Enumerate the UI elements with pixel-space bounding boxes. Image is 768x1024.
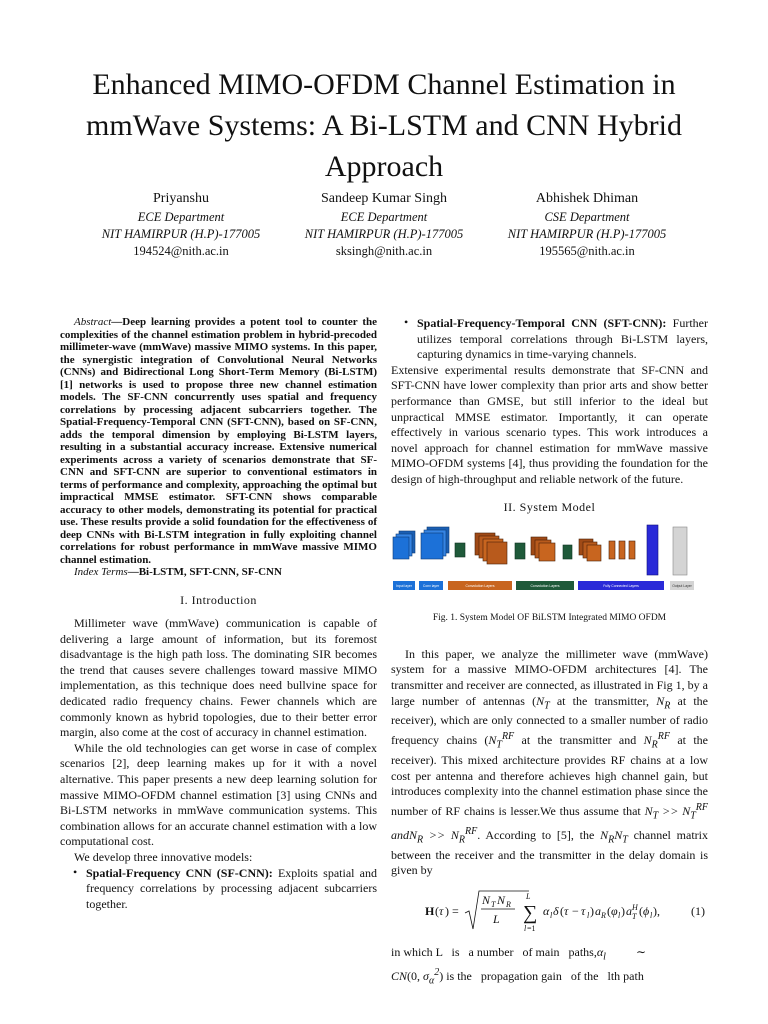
equation-number: (1) [691, 904, 705, 918]
abstract-text: —Deep learning provides a potent tool to counter the complexities of the channel estimation problem in hybrid-precoded millimeter-wave (mmWave) massive MIMO systems. In this paper, the synergistic integration of Convolutional Neural Networks (CNNs) and Bidirectional Long Short-Term Memory (Bi-LSTM) [1] networks is used to propose three new channel estimation models. The SF-CNN concurrently uses spatial and frequency correlations by processing adjacent subcarriers together. The Spatial-Frequency-Temporal CNN (SFT-CNN), based on SF-CNN, adds the temporal dimension by employing Bi-LSTM layers, resulting in a substantial accuracy increase. Extensive numerical experiments across a variety of scenarios demonstrate that SF-CNN and SFT-CNN are superior to conventional estimators in terms of performance and complexity, approaching the optimal but impractical MMSE estimator. SFT-CNN shows comparable accuracy to other models, demonstrating its potential for practical use. These results provide a solid foundation for the effectiveness of deep CNNs with Bi-LSTM integration in fully exploiting channel correlations for robust performance in mmWave massive MIMO channel estimation. [60, 316, 377, 566]
svg-text:φ: φ [611, 904, 618, 918]
fig-label: Conv layer [422, 584, 440, 589]
svg-text:),: ), [653, 904, 660, 918]
svg-text:τ: τ [564, 904, 569, 918]
conv-block [421, 527, 449, 559]
svg-text:(: ( [435, 904, 439, 918]
svg-text:l: l [618, 911, 621, 920]
right-column [391, 316, 708, 989]
svg-text:a: a [626, 904, 632, 918]
svg-text:T: T [491, 900, 496, 909]
svg-text:=1: =1 [527, 924, 536, 933]
index-terms-label: Index Terms [74, 566, 128, 578]
dense-block [609, 541, 635, 559]
svg-text:l: l [524, 924, 527, 933]
author-name: Abhishek Dhiman [535, 191, 639, 206]
author-dept: ECE Department [340, 210, 428, 224]
svg-text:L: L [526, 892, 531, 901]
svg-text:N: N [497, 893, 506, 907]
svg-text:H: H [632, 903, 638, 912]
fig-label: Input layer [396, 584, 412, 589]
equation-1 [391, 885, 708, 939]
svg-text:α: α [543, 904, 550, 918]
conv-layers-block-3 [579, 539, 601, 561]
author-email: 195565@nith.ac.in [539, 244, 635, 258]
intro-paragraph-2: While the old technologies can get worse in case of complex scenarios [2], deep learning makes up for it with a novel alternative. This paper presents a new deep learning solution for massive MIMO-OFDM channel estimation [3] using CNNs and Bi-LSTM networks in mmWave communication systems. This combination allows for an accurate channel estimation with a low computational cost. [60, 740, 377, 849]
svg-text:R: R [601, 911, 606, 920]
right-paragraph-1: Extensive experimental results demonstrate that SF-CNN and SFT-CNN have lower complexity than prior arts and show better performance than GMSE, but still inferior to the ideal but unpractical MMSE estimator. Importantly, it can operate effectively in various scenario types. This work introduces a novel approach for channel estimation for mmWave massive MIMO-OFDM systems [4], thus providing the foundation for the design of high-throughput and reliable network of the future. [391, 362, 708, 486]
svg-text:l: l [650, 911, 653, 920]
pool-block [455, 543, 465, 557]
author-name: Sandeep Kumar Singh [321, 191, 447, 206]
index-terms [60, 566, 377, 579]
fig-label: Fully Connected Layers [603, 584, 639, 589]
intro-paragraph-1: Millimeter wave (mmWave) communication is capable of delivering a large amount of information, but its foremost disadvantage is the high path loss. The dominating SIR becomes the trend that causes severe challenges toward massive MIMO implementation, as this technique does need bullvine space for dedicated radio frequency chains. Fewer channels which are commonly known as hybrid topologies, due to their better error margin, also come at the cost of accuracy in channel estimation. [60, 616, 377, 740]
input-block [393, 531, 415, 559]
bullet-icon: • [404, 315, 409, 329]
equation-1-render [391, 885, 708, 939]
svg-text:L: L [493, 912, 500, 926]
svg-text:(: ( [607, 904, 611, 918]
left-column [60, 316, 377, 912]
svg-text:τ: τ [581, 904, 586, 918]
svg-text:N: N [482, 893, 491, 907]
fc-layer-block [647, 525, 658, 575]
author-inst: NIT HAMIRPUR (H.P)-177005 [101, 227, 261, 241]
fig-label: Convolution Layers [465, 584, 495, 589]
svg-text:(: ( [560, 904, 564, 918]
intro-paragraph-3: We develop three innovative models: [74, 850, 253, 864]
figure-1 [391, 523, 711, 593]
author-inst: NIT HAMIRPUR (H.P)-177005 [507, 227, 667, 241]
author-email: 194524@nith.ac.in [133, 244, 229, 258]
fig-label: Output Layer [672, 584, 692, 589]
conv-layers-block-2 [531, 537, 555, 561]
index-terms-text: —Bi-LSTM, SFT-CNN, SF-CNN [127, 566, 282, 578]
paper-title: Enhanced MIMO-OFDM Channel Estimation in mmWave Systems: A Bi-LSTM and CNN Hybrid Approach [86, 68, 682, 183]
bullet-icon: • [73, 864, 78, 879]
svg-text:l: l [587, 911, 590, 920]
system-model-paragraph: In this paper, we analyze the millimeter wave (mmWave) system for a massive MIMO-OFDM architectures [4]. The transmitter and receiver are connected, as illustrated in Fig 1, by a large number of antennas ($N_T$ at the transmitter, $N_R$ at the receiver), which are only connected to a smaller number of radio frequency chains ($N_T^{RF}$ at the transmitter and $N_R^{RF}$ at the receiver). This mixed architecture provides RF chains at a low cost per antenna and therefore achieves high channel gain, but introduces complexity into the channel estimation phase since the number of RF chains is lesser.We thus assume that $N_T >> N_T^{RF}$ andN$_R$ >> $N_R^{RF}$. According to [5], the $N_RN_T$ channel matrix between the receiver and the transmitter in the delay domain is given by [391, 646, 708, 878]
svg-text:l: l [550, 911, 553, 920]
svg-text:R: R [506, 900, 511, 909]
abstract-label: Abstract [74, 316, 112, 328]
svg-text:−: − [572, 904, 579, 918]
svg-text:): ) [621, 904, 625, 918]
bullet-sft-cnn: • Spatial-Frequency-Temporal CNN (SFT-CNN): Further utilizes temporal correlations through Bi-LSTM layers, capturing dynamics in time-varying channels. [404, 315, 709, 362]
author-dept: ECE Department [137, 210, 225, 224]
author-inst: NIT HAMIRPUR (H.P)-177005 [304, 227, 464, 241]
figure-1-caption: Fig. 1. System Model OF BiLSTM Integrated MIMO OFDM [432, 613, 667, 624]
svg-text:ϕ: ϕ [643, 904, 650, 918]
svg-text:∑: ∑ [523, 902, 538, 924]
pool-block [515, 543, 525, 559]
svg-text:): ) [590, 904, 594, 918]
svg-text:δ: δ [553, 904, 559, 918]
bullet-sf-cnn: • Spatial-Frequency CNN (SF-CNN): Exploits spatial and frequency correlations by processing adjacent subcarriers together. [73, 864, 377, 911]
pool-block [563, 545, 572, 559]
after-equation-paragraph: in which L is a number of main $paths,\alpha_l$ ∼ CN(0, $\sigma_\alpha^2$) is the propagation gain of the lth path [391, 945, 647, 987]
output-layer-block [673, 527, 687, 575]
author-name: Priyanshu [153, 191, 209, 206]
svg-text:a: a [595, 904, 601, 918]
conv-layers-block-1 [475, 533, 507, 564]
author-dept: CSE Department [544, 210, 630, 224]
svg-text:τ: τ [439, 904, 444, 918]
section-heading-system-model: II. System Model [503, 499, 596, 514]
figure-1-diagram [391, 523, 711, 595]
section-heading-introduction: I. Introduction [180, 592, 257, 607]
abstract [60, 316, 377, 566]
author-email: sksingh@nith.ac.in [335, 244, 433, 258]
author-3 [467, 190, 707, 260]
svg-text:(: ( [639, 904, 643, 918]
svg-text:) =: ) = [445, 904, 459, 918]
svg-text:H: H [425, 904, 435, 918]
svg-text:T: T [632, 912, 637, 921]
fig-label: Convolution Layers [530, 584, 560, 589]
